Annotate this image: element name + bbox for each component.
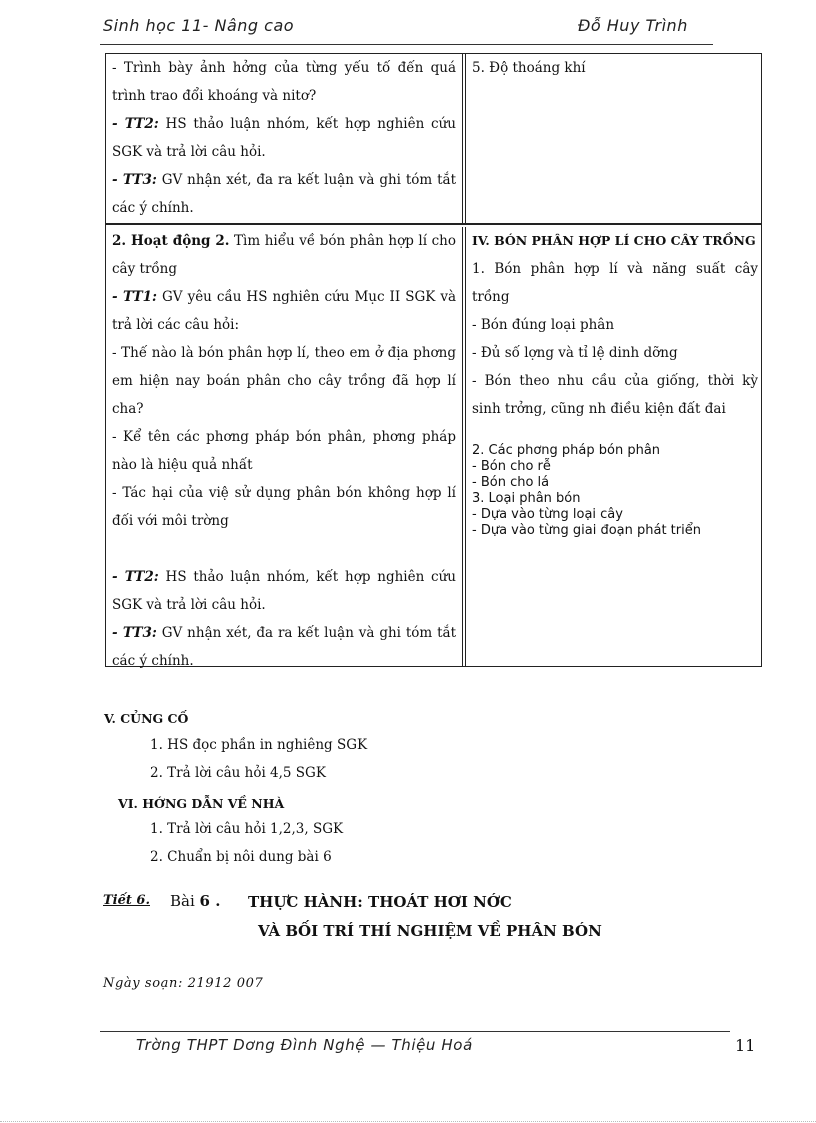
- methods-block: [472, 443, 758, 539]
- lesson-title-line2: VÀ BỐI TRÍ THÍ NGHIỆM VỀ PHÂN BÓN: [258, 922, 602, 940]
- method-line: - Dựa vào từng loại cây: [472, 507, 623, 522]
- page-number: 11: [735, 1036, 756, 1055]
- activity-line: - TT2: HS thảo luận nhóm, kết hợp nghiên cứu SGK và trả lời câu hỏi.: [112, 116, 456, 160]
- lesson-number: Bài 6 .: [170, 892, 221, 910]
- content-cell: [472, 227, 758, 539]
- activity-line: - TT3: GV nhận xét, đa ra kết luận và ghi tóm tắt các ý chính.: [112, 625, 456, 669]
- content-line: - Bón theo nhu cầu của giống, thời kỳ sinh trởng, cũng nh điều kiện đất đai: [472, 373, 758, 417]
- footer-divider: [100, 1031, 730, 1032]
- activity-line: - TT3: GV nhận xét, đa ra kết luận và ghi tóm tắt các ý chính.: [112, 172, 456, 216]
- section-vi-item: 2. Chuẩn bị nôi dung bài 6: [150, 849, 332, 865]
- lesson-table: [105, 53, 762, 667]
- column-divider: [462, 227, 466, 666]
- activity-line: - TT1: GV yêu cầu HS nghiên cứu Mục II SGK và trả lời các câu hỏi:: [112, 289, 457, 333]
- header-divider: [100, 44, 713, 45]
- activity-line: - Thế nào là bón phân hợp lí, theo em ở địa phơng em hiện nay boán phân cho cây trồng đã hợp lí cha?: [112, 345, 456, 417]
- section-v-item: 1. HS đọc phần in nghiêng SGK: [150, 737, 368, 753]
- activity-cell: [112, 227, 456, 675]
- content-cell: [472, 54, 758, 82]
- activity-line: - Tác hại của việ sử dụng phân bón không hợp lí đối với môi trờng: [112, 485, 456, 529]
- table-row: [106, 54, 761, 225]
- spacer-line: [112, 535, 456, 563]
- header-subject: Sinh học 11- Nâng cao: [103, 16, 295, 35]
- section-v-title: V. CỦNG CỐ: [104, 711, 189, 726]
- section-v-item: 2. Trả lời câu hỏi 4,5 SGK: [150, 765, 326, 781]
- activity-line: - Kể tên các phơng pháp bón phân, phơng pháp nào là hiệu quả nhất: [112, 429, 456, 473]
- section-title: IV. BÓN PHÂN HỢP LÍ CHO CÂY TRỒNG: [472, 233, 756, 248]
- table-row: [106, 227, 761, 669]
- header-author: Đỗ Huy Trình: [578, 16, 688, 35]
- content-line: 5. Độ thoáng khí: [472, 60, 586, 76]
- page-bottom-border: [0, 1121, 816, 1122]
- footer-school: Trờng THPT Dơng Đình Nghệ — Thiệu Hoá: [136, 1036, 473, 1054]
- content-line: - Đủ số lợng và tỉ lệ dinh dỡng: [472, 345, 678, 361]
- prepared-date: Ngày soạn: 21912 007: [103, 976, 264, 991]
- content-line: 1. Bón phân hợp lí và năng suất cây trồng: [472, 261, 758, 305]
- method-line: - Bón cho rễ: [472, 459, 551, 474]
- method-line: 3. Loại phân bón: [472, 491, 581, 506]
- activity-line: - TT2: HS thảo luận nhóm, kết hợp nghiên cứu SGK và trả lời câu hỏi.: [112, 569, 456, 613]
- lesson-period: Tiết 6.: [103, 893, 150, 908]
- activity-line: 2. Hoạt động 2. Tìm hiểu về bón phân hợp lí cho cây trồng: [112, 233, 456, 277]
- section-vi-title: VI. HỚNG DẪN VỀ NHÀ: [118, 796, 285, 811]
- content-line: - Bón đúng loại phân: [472, 317, 615, 333]
- method-line: - Dựa vào từng giai đoạn phát triển: [472, 523, 701, 538]
- section-vi-item: 1. Trả lời câu hỏi 1,2,3, SGK: [150, 821, 344, 837]
- activity-cell: [112, 54, 456, 222]
- lesson-title-line1: THỰC HÀNH: THOÁT HƠI NỚC: [248, 893, 512, 911]
- method-line: - Bón cho lá: [472, 475, 550, 490]
- column-divider: [462, 54, 466, 223]
- activity-line: - Trình bày ảnh hởng của từng yếu tố đến quá trình trao đổi khoáng và nitơ?: [112, 60, 456, 104]
- method-line: 2. Các phơng pháp bón phân: [472, 443, 661, 458]
